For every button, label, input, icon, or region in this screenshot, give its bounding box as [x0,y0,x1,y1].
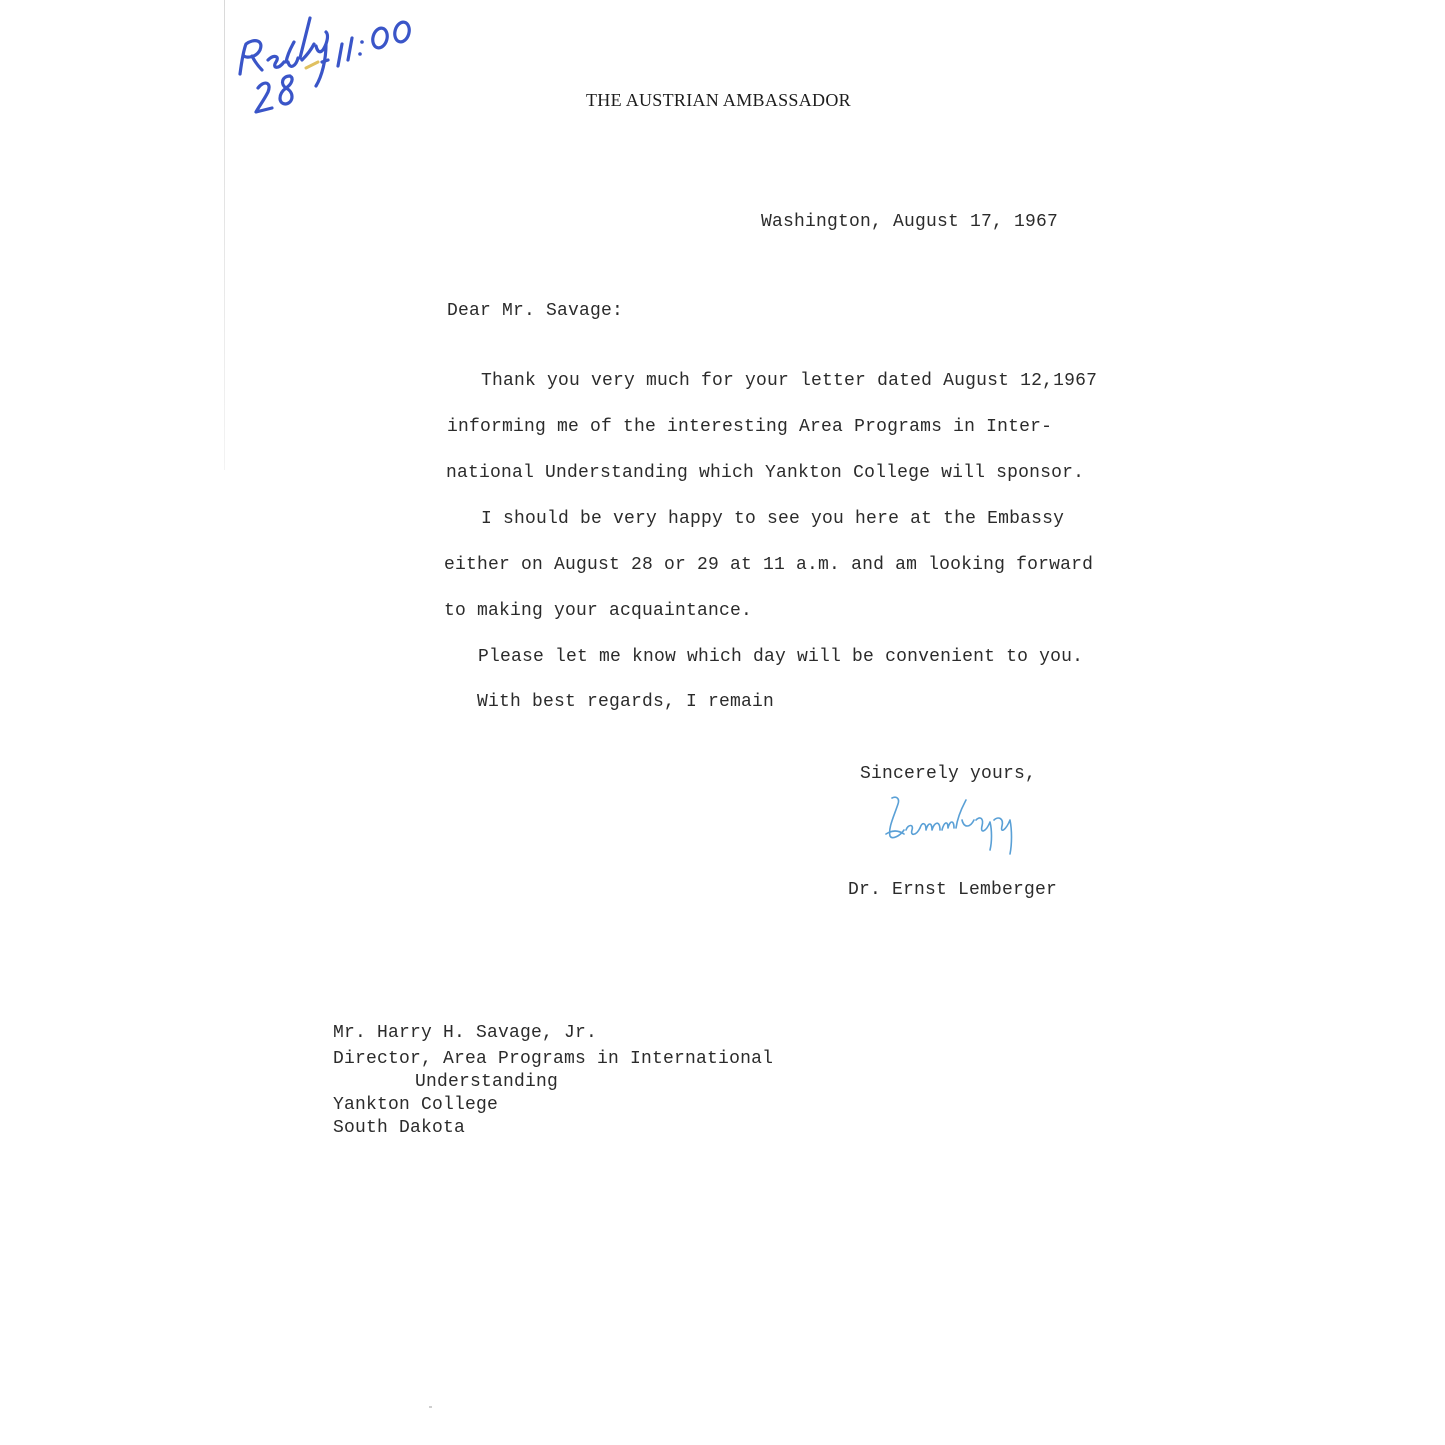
body-line: With best regards, I remain [477,692,775,712]
paper-speck [429,1406,432,1408]
body-line: to making your acquaintance. [444,601,753,621]
recipient-line: Mr. Harry H. Savage, Jr. [333,1023,598,1043]
dateline: Washington, August 17, 1967 [761,212,1059,232]
handwritten-reply-note [232,4,442,122]
recipient-line: South Dakota [333,1118,466,1138]
body-line: Please let me know which day will be convenient to you. [478,647,1084,667]
letterhead: THE AUSTRIAN AMBASSADOR [586,90,851,110]
body-line: informing me of the interesting Area Programs in Inter- [447,417,1053,437]
signatory-name: Dr. Ernst Lemberger [848,880,1058,900]
recipient-line: Director, Area Programs in International [333,1049,774,1069]
paper-edge-line [224,0,225,470]
handwritten-signature [878,790,1028,858]
salutation: Dear Mr. Savage: [447,301,624,321]
body-line: I should be very happy to see you here at the Embassy [481,509,1065,529]
closing: Sincerely yours, [860,764,1037,784]
body-line: Thank you very much for your letter dated August 12,1967 [481,371,1098,391]
recipient-line: Yankton College [333,1095,499,1115]
recipient-line: Understanding [415,1072,559,1092]
body-line: national Understanding which Yankton College will sponsor. [446,463,1085,483]
body-line: either on August 28 or 29 at 11 a.m. and am looking forward [444,555,1094,575]
